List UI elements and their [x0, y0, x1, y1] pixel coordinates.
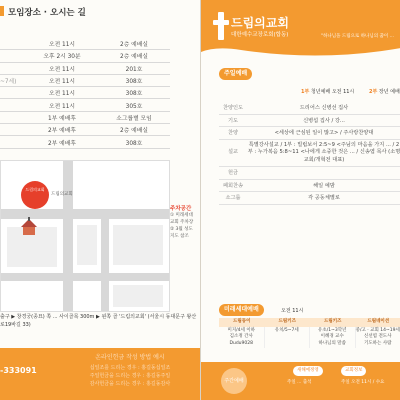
- order-value: 드리어스 신병선 집사: [247, 102, 400, 114]
- footer-pill-2: 교회정보: [341, 366, 366, 376]
- order-label: 기도: [219, 114, 247, 127]
- directions: 출구 ▶ 창경궁(종묘) 쪽 ... 사이골목 300m ▶ 왼쪽 골 '드림의교회' (서울시 동대문구 왕산로19바길 33): [0, 314, 197, 328]
- kids-group-name: 드림키즈: [265, 318, 311, 327]
- order-value: 각 공동체별로: [247, 192, 400, 205]
- order-value: [247, 167, 400, 180]
- schedule-note: [0, 87, 26, 99]
- church-map: [0, 160, 170, 312]
- kids-group-name: 드림네이션: [356, 318, 400, 327]
- kids-group-teacher: 이혜경 교수: [320, 334, 344, 339]
- order-row: [219, 127, 400, 140]
- schedule-note: [0, 111, 26, 123]
- schedule-row: [0, 124, 170, 136]
- kids-group-detail: [219, 327, 265, 349]
- order-row: [219, 102, 400, 114]
- schedule-time: 오전 11시: [26, 87, 98, 99]
- order-label: 소그룹: [219, 192, 247, 205]
- order-value: 신병섭 집사 / 강...: [247, 114, 400, 127]
- order-value: 해일 예밤: [247, 179, 400, 192]
- schedule-place: 308호: [98, 136, 170, 148]
- schedule-note: [0, 50, 26, 62]
- church-location-pin: 드림의교회: [21, 181, 49, 209]
- order-row: [219, 192, 400, 205]
- order-row: [219, 139, 400, 167]
- schedule-row: [0, 111, 170, 123]
- footer-note-1: 주일 ... 출석: [287, 380, 312, 385]
- location-heading: 모임장소 · 오시는 길: [0, 6, 86, 22]
- kids-group-age: 미지/4세 이하: [227, 327, 256, 333]
- map-label-church: 드림의교회: [51, 192, 73, 197]
- slogan: "하나님을 드림으로 하나님의 꿈이 ...: [321, 34, 394, 39]
- kids-group-name: 드림키즈: [310, 318, 356, 327]
- footer-note-2: 주일 오전 11시 / 수요: [341, 380, 385, 385]
- kids-group-teacher: 신선엽 전도사: [363, 334, 392, 339]
- schedule-place: 2층 예배실: [98, 124, 170, 136]
- kids-group-verse: 하나님의 말씀: [318, 340, 346, 346]
- left-footer: [0, 348, 200, 400]
- order-row: [219, 179, 400, 192]
- parking-info: ① 미래세대 교회 주차장 ② 3월 성도 지도 참조: [170, 213, 194, 239]
- kids-group-age: 유초/1~3학년: [318, 327, 347, 333]
- kids-time: 오전 11시: [281, 308, 304, 314]
- kids-worship-tag: 미래세대예배: [219, 304, 264, 316]
- schedule-time: 오전 11시: [26, 38, 98, 50]
- church-name: 드림의교회: [231, 16, 289, 30]
- kids-group-name: 드림둥이: [219, 318, 265, 327]
- schedule-place: 305호: [98, 99, 170, 111]
- schedule-time: 오전 11시: [26, 62, 98, 74]
- schedule-note: [0, 38, 26, 50]
- schedule-time: 오전 11시: [26, 74, 98, 86]
- denomination: 대한예수교장로회(합동): [231, 32, 289, 38]
- order-label: 폐회찬송: [219, 179, 247, 192]
- schedule-note: [0, 136, 26, 148]
- service-2: 2부 장년 예배: [369, 89, 400, 95]
- footer-badge: 주간예배: [221, 368, 247, 394]
- schedule-place: 308호: [98, 87, 170, 99]
- order-label: 설교: [219, 139, 247, 167]
- order-value: <세상에 근심된 일이 많고> / 주사랑찬양대: [247, 127, 400, 140]
- footer-pill-1: 새해예정영: [293, 366, 323, 376]
- service-1: 1부 청년예배 오전 11시: [301, 89, 355, 95]
- schedule-table: [0, 38, 170, 149]
- schedule-row: [0, 62, 170, 74]
- order-value: 특별강사설교 / 1부 : 빌립보서 2:5~9 <주님의 마음을 가지 ... / 2부 : 누가복음 5:8~11 <나에게 소중한 것은 ... / 신송엽 목사 (소명교회/개혁전 대표): [247, 139, 400, 167]
- kids-group-detail: [356, 327, 400, 349]
- right-footer: [201, 362, 400, 400]
- schedule-row: [0, 87, 170, 99]
- schedule-row: [0, 136, 170, 148]
- online-offering-examples: 십일조를 드리는 경우 : 홍길동십일조 주일헌금을 드리는 경우 : 홍길동주일 감사헌금을 드리는 경우 : 홍길동감사: [89, 365, 171, 387]
- parking-title: 주차공간: [170, 206, 192, 212]
- schedule-place: 201호: [98, 62, 170, 74]
- order-row: [219, 114, 400, 127]
- phone-number: -333091: [0, 366, 37, 375]
- schedule-row: [0, 74, 170, 86]
- schedule-place: 소그룹별 모임: [98, 111, 170, 123]
- order-label: 찬양인도: [219, 102, 247, 114]
- schedule-time: 2부 예배후: [26, 124, 98, 136]
- schedule-row: [0, 99, 170, 111]
- kids-groups: [219, 318, 400, 348]
- kids-group-teacher: 김소정 간사: [229, 334, 253, 339]
- schedule-row: [0, 38, 170, 50]
- order-row: [219, 167, 400, 180]
- schedule-note: [0, 99, 26, 111]
- kids-group-age: 중/고 · 교회 14~19세: [355, 327, 400, 333]
- schedule-place: 2층 예배실: [98, 38, 170, 50]
- order-label: 헌금: [219, 167, 247, 180]
- order-of-service: [219, 102, 400, 205]
- schedule-time: 오전 11시: [26, 99, 98, 111]
- schedule-note: [0, 124, 26, 136]
- kids-group-detail: [265, 327, 311, 349]
- church-icon: [19, 217, 39, 237]
- church-logo-icon: [213, 12, 229, 40]
- schedule-place: 308호: [98, 74, 170, 86]
- schedule-row: [0, 50, 170, 62]
- kids-group-contact: Dudu9028: [229, 340, 253, 346]
- schedule-time: 1부 예배후: [26, 111, 98, 123]
- order-label: 찬양: [219, 127, 247, 140]
- online-offering-title: 온라인헌금 작성 방법 예시: [95, 354, 165, 361]
- schedule-place: 2층 예배실: [98, 50, 170, 62]
- kids-group-detail: [310, 327, 356, 349]
- schedule-time: 2부 예배후: [26, 136, 98, 148]
- kids-group-verse: 기도하는 사람: [363, 340, 392, 346]
- schedule-note: [0, 62, 26, 74]
- kids-group-age: 유치/5~7세: [274, 327, 299, 333]
- schedule-note: ~7세): [0, 74, 26, 86]
- schedule-time: 오후 2시 30분: [26, 50, 98, 62]
- right-page: [200, 0, 400, 400]
- worship-tag: 주일예배: [219, 68, 252, 80]
